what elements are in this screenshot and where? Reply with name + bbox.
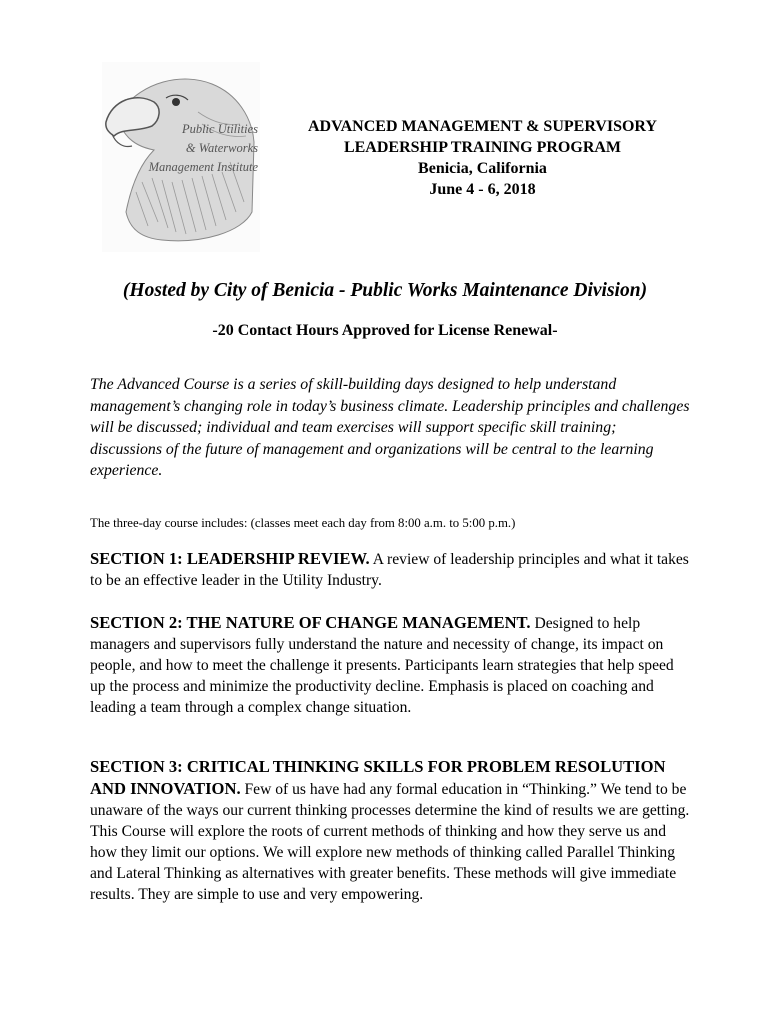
logo-line-3: Management Institute xyxy=(148,160,258,174)
section-2 xyxy=(90,612,690,718)
section-1-body: A review of leadership principles and what it takes to be an effective leader in the Utility Industry. xyxy=(90,551,689,589)
program-header xyxy=(270,116,695,200)
eagle-logo xyxy=(102,62,260,252)
section-1 xyxy=(90,548,690,591)
logo-line-1: Public Utilities xyxy=(181,122,258,136)
section-3 xyxy=(90,756,690,905)
intro-paragraph: The Advanced Course is a series of skill-building days designed to help understand management’s changing role in today’s business climate. Leadership principles and challenges will be discussed; individual and team exercises will support specific skill training; discussions of the future of management and organizations will be central to the learning experience. xyxy=(90,376,690,479)
section-3-body: Few of us have had any formal education in “Thinking.” We tend to be unaware of the ways our current thinking processes determine the kind of results we are getting. This Course will explore the roots of current methods of thinking and how they serve us and how they limit our options. We will explore new methods of thinking called Parallel Thinking and Lateral Thinking as alternatives with greater benefits. These methods will give immediate results. They are simple to use and very empowering. xyxy=(90,781,690,903)
logo-line-2: & Waterworks xyxy=(185,141,258,155)
logo-text xyxy=(102,120,260,177)
section-1-title: SECTION 1: LEADERSHIP REVIEW. xyxy=(90,549,370,568)
schedule-line: The three-day course includes: (classes meet each day from 8:00 a.m. to 5:00 p.m.) xyxy=(90,516,516,530)
contact-hours-line: -20 Contact Hours Approved for License Renewal- xyxy=(212,322,558,339)
section-3-title: SECTION 3: CRITICAL THINKING SKILLS FOR PROBLEM RESOLUTION AND INNOVATION. xyxy=(90,757,666,798)
header-line-2: LEADERSHIP TRAINING PROGRAM xyxy=(343,139,622,156)
header-dates: June 4 - 6, 2018 xyxy=(429,181,536,198)
header-line-1: ADVANCED MANAGEMENT & SUPERVISORY xyxy=(308,118,657,135)
section-2-body: Designed to help managers and supervisors fully understand the nature and necessity of change, its impact on people, and how to meet the challenge it presents. Participants learn strategies that help speed up the process and minimize the productivity decline. Emphasis is placed on coaching and leading a team through a complex change situation. xyxy=(90,615,674,716)
section-2-title: SECTION 2: THE NATURE OF CHANGE MANAGEMENT. xyxy=(90,613,531,632)
header-location: Benicia, California xyxy=(418,160,547,177)
host-line: (Hosted by City of Benicia - Public Works Maintenance Division) xyxy=(122,280,648,301)
